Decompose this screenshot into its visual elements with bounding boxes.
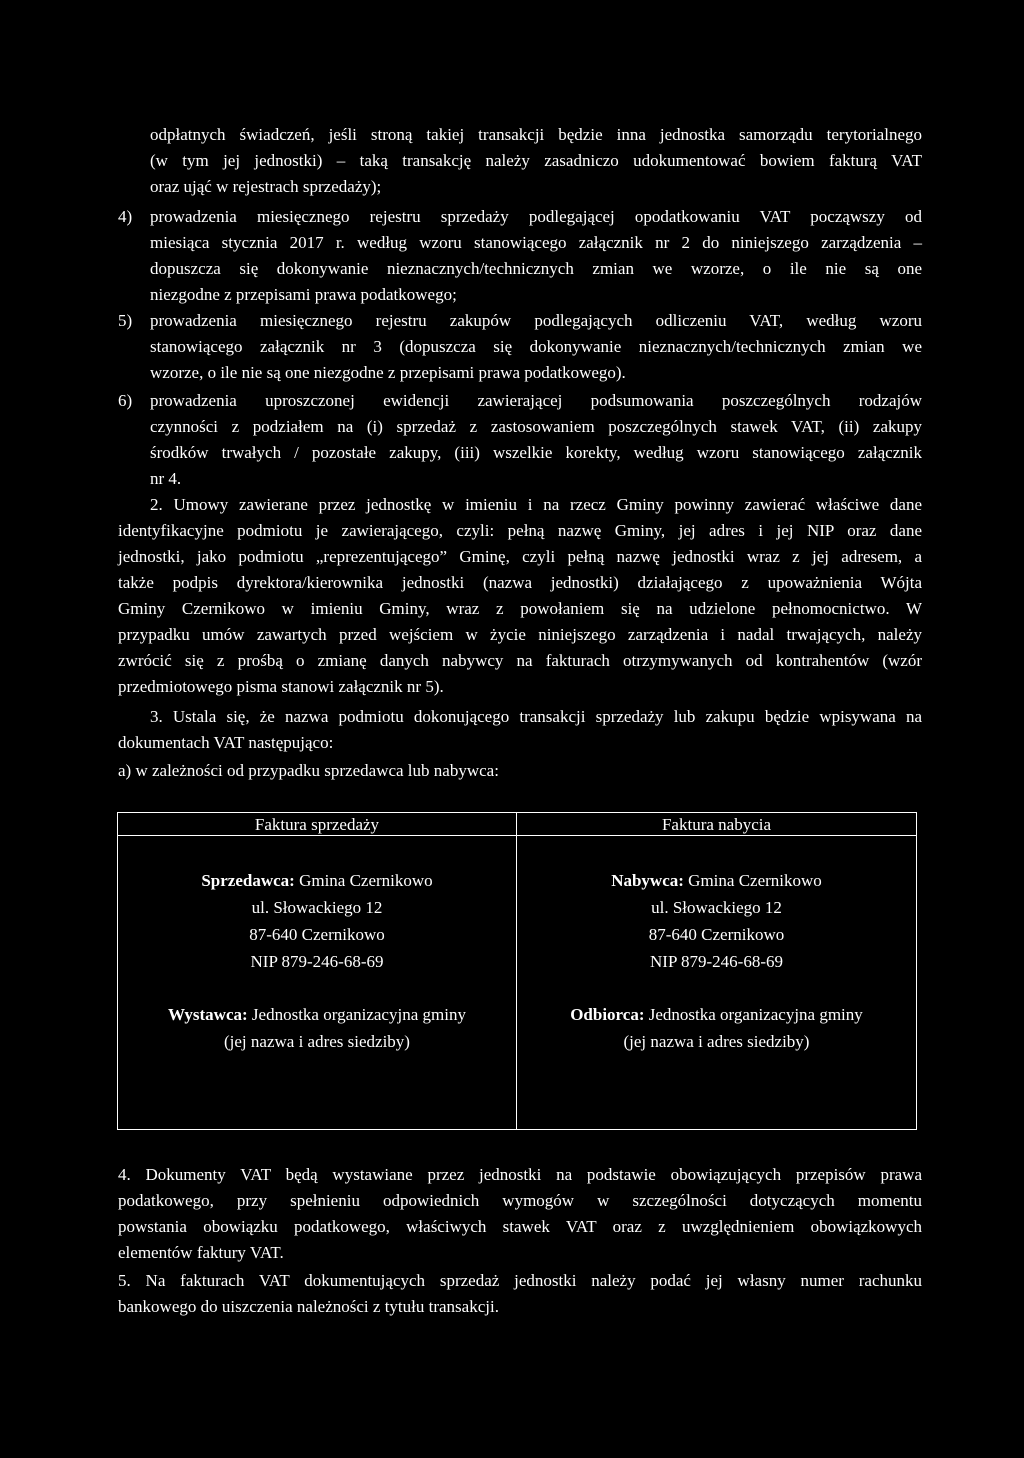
- text-line: jednostki, jako podmiotu „reprezentującego” Gminę, czyli pełną nazwę jednostki wraz z jej adresem, a: [118, 547, 922, 566]
- text-line: elementów faktury VAT.: [118, 1243, 284, 1262]
- seller-value: Gmina Czernikowo: [299, 871, 433, 890]
- seller-block: [118, 867, 516, 975]
- buyer-value: Gmina Czernikowo: [688, 871, 822, 890]
- text-line: zwrócić się z prośbą o zmianę danych nabywcy na fakturach otrzymywanych od kontrahentów (wzór: [118, 651, 922, 670]
- text-line: prowadzenia miesięcznego rejestru sprzedaży podlegającej opodatkowaniu VAT począwszy od: [150, 207, 922, 226]
- text-line: identyfikacyjne podmiotu je zawierającego, czyli: pełną nazwę Gminy, jej adres i jej NIP oraz dane: [118, 521, 922, 540]
- text-line: stanowiącego załącznik nr 3 (dopuszcza się dokonywanie nieznacznych/technicznych zmian we: [150, 337, 922, 356]
- text-line: oraz ująć w rejestrach sprzedaży);: [150, 177, 382, 196]
- text-line: 4. Dokumenty VAT będą wystawiane przez jednostki na podstawie obowiązujących przepisów prawa: [118, 1165, 922, 1184]
- recipient-label: Odbiorca:: [570, 1005, 645, 1024]
- text-line: podatkowego, przy spełnieniu odpowiednich wymogów w szczególności dotyczących momentu: [118, 1191, 922, 1210]
- text-line: przedmiotowego pisma stanowi załącznik nr 5).: [118, 677, 444, 696]
- list-number: 4): [118, 207, 133, 226]
- table-header-purchase: Faktura nabycia: [661, 815, 772, 834]
- seller-label: Sprzedawca:: [201, 871, 295, 890]
- table-header-sales: Faktura sprzedaży: [254, 815, 380, 834]
- text-line: środków trwałych / pozostałe zakupy, (iii) wszelkie korekty, według wzoru stanowiącego załącznik: [150, 443, 922, 462]
- recipient-block: [517, 1001, 916, 1055]
- buyer-address-city: 87-640 Czernikowo: [648, 925, 785, 944]
- text-line: także podpis dyrektora/kierownika jednostki (nazwa jednostki) działającego z upoważnienia Wójta: [118, 573, 922, 592]
- text-line: Gminy Czernikowo w imieniu Gminy, wraz z powołaniem się na udzielone pełnomocnictwo. W: [118, 599, 922, 618]
- buyer-label: Nabywca:: [611, 871, 684, 890]
- text-line: odpłatnych świadczeń, jeśli stroną takiej transakcji będzie inna jednostka samorządu terytorialnego: [150, 125, 922, 144]
- text-line: nr 4.: [150, 469, 182, 488]
- recipient-note: (jej nazwa i adres siedziby): [623, 1032, 810, 1051]
- table-header-divider: [118, 835, 916, 836]
- buyer-address-street: ul. Słowackiego 12: [651, 898, 782, 917]
- text-line: prowadzenia miesięcznego rejestru zakupów podlegających odliczeniu VAT, według wzoru: [150, 311, 922, 330]
- issuer-label: Wystawca:: [168, 1005, 248, 1024]
- issuer-note: (jej nazwa i adres siedziby): [224, 1032, 410, 1051]
- text-line: przypadku umów zawartych przed wejściem w życie niniejszego zarządzenia i nadal trwających, należy: [118, 625, 922, 644]
- recipient-value: Jednostka organizacyjna gminy: [648, 1005, 863, 1024]
- list-number: 5): [118, 311, 133, 330]
- seller-address-street: ul. Słowackiego 12: [251, 898, 383, 917]
- issuer-block: [118, 1001, 516, 1055]
- buyer-nip: NIP 879-246-68-69: [650, 952, 783, 971]
- text-line: (w tym jej jednostki) – taką transakcję należy zasadniczo udokumentować bowiem fakturą VAT: [150, 151, 922, 170]
- text-line: dopuszcza się dokonywanie nieznacznych/technicznych zmian we wzorze, o ile nie są one: [150, 259, 922, 278]
- seller-nip: NIP 879-246-68-69: [250, 952, 384, 971]
- list-number: 6): [118, 391, 133, 410]
- text-line: prowadzenia uproszczonej ewidencji zawierającej podsumowania poszczególnych rodzajów: [150, 391, 922, 410]
- invoice-table: [117, 812, 917, 1130]
- text-line: a) w zależności od przypadku sprzedawca lub nabywca:: [118, 761, 499, 780]
- text-line: niezgodne z przepisami prawa podatkowego;: [150, 285, 457, 304]
- text-line: czynności z podziałem na (i) sprzedaż z zastosowaniem poszczególnych stawek VAT, (ii) zakupy: [150, 417, 922, 436]
- text-line: 3. Ustala się, że nazwa podmiotu dokonującego transakcji sprzedaży lub zakupu będzie wpisywana na: [150, 707, 922, 726]
- buyer-block: [517, 867, 916, 975]
- text-line: 5. Na fakturach VAT dokumentujących sprzedaż jednostki należy podać jej własny numer rachunku: [118, 1271, 922, 1290]
- text-line: wzorze, o ile nie są one niezgodne z przepisami prawa podatkowego).: [150, 363, 626, 382]
- issuer-value: Jednostka organizacyjna gminy: [251, 1005, 466, 1024]
- text-line: bankowego do uiszczenia należności z tytułu transakcji.: [118, 1297, 499, 1316]
- text-line: miesiąca stycznia 2017 r. według wzoru stanowiącego załącznik nr 2 do niniejszego zarządzenia –: [150, 233, 922, 252]
- text-line: powstania obowiązku podatkowego, właściwych stawek VAT oraz z uwzględnieniem obowiązkowych: [118, 1217, 922, 1236]
- text-line: dokumentach VAT następująco:: [118, 733, 334, 752]
- seller-address-city: 87-640 Czernikowo: [249, 925, 385, 944]
- text-line: 2. Umowy zawierane przez jednostkę w imieniu i na rzecz Gminy powinny zawierać właściwe dane: [150, 495, 922, 514]
